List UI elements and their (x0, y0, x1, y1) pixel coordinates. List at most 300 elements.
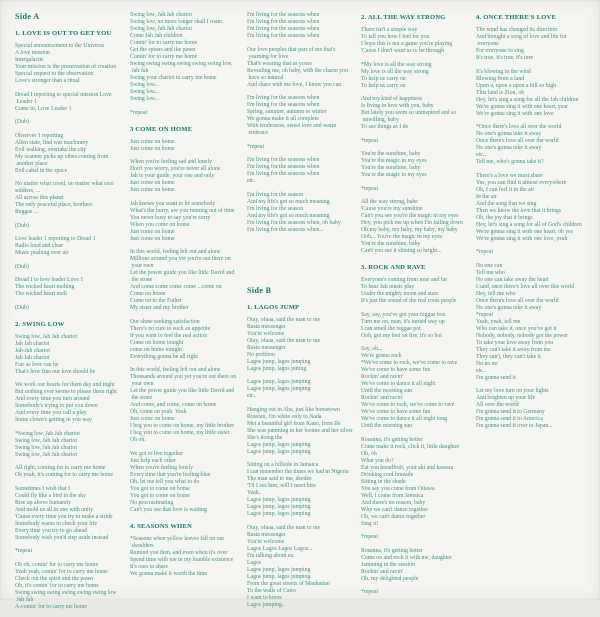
lyric-line: *repeat (15, 548, 33, 554)
lyric-line: etc.. (476, 367, 486, 374)
lyric-line: We're gonna sing it with one love, yeah (476, 235, 568, 242)
lyric-line: That's how fine our love should be (15, 368, 96, 375)
stanza (361, 62, 477, 90)
lyric-line: Ooh... You're the magic in my eyes (361, 234, 443, 240)
lyric-line: unwilling, baby (361, 117, 399, 123)
lyric-line: We've come to rock, we've come to rave (361, 402, 455, 408)
lyric-line: *repeat (247, 143, 265, 150)
lyric-line: Just come on home (130, 138, 175, 145)
lyric-line: The man said to me, deedee (247, 476, 312, 482)
stanza (361, 277, 477, 305)
lyric-line: Millions around you yet you're out there on (130, 256, 231, 262)
lyric-line: Spring, summer, autumn or winter (247, 109, 327, 115)
lyric-line: Oh, I can feel it in the air (476, 186, 535, 193)
lyric-line: Love's stronger than a ritual (15, 78, 80, 84)
lyric-line: That's wearing that as yours (247, 60, 312, 67)
lyric-line: No one can (476, 262, 503, 269)
lyric-line: Hey, let's sing a song for all the Jah children (476, 96, 579, 103)
lyric-line: A love mission (15, 50, 50, 56)
lyric-line: the stone (130, 277, 153, 283)
lyric-line: Under the mighty moon and stars (361, 291, 439, 297)
lyric-line: They can't, they can't take it (476, 353, 541, 360)
lyric-line: Blowing from a land (476, 75, 525, 82)
lyric-line: But lately you seem so uninspired and so (361, 110, 457, 116)
lyric-line: My scanner picks up vibes coming from (15, 153, 109, 160)
lyric-line: Until the morning sun (361, 388, 413, 394)
lyric-line: Alien state, find war machinery (15, 139, 89, 146)
lyric-line: To help us carry on (361, 82, 406, 89)
stanza (361, 186, 477, 193)
lyric-line: Lagos jump, lagos jumping (247, 573, 311, 580)
lyric-line: My sister and my brother (130, 305, 189, 311)
lyric-line: your own (130, 263, 154, 269)
lyric-line: Remind you then, and even when it's over (130, 549, 228, 556)
lyric-line: Jah Jah chariot (15, 340, 50, 347)
lyric-line: Dread I reporting to special mission Love (15, 91, 112, 98)
lyric-line: I hope this is not a game you're playing (361, 41, 453, 47)
stanza (361, 534, 477, 541)
stanza (476, 249, 592, 256)
lyric-line: your own (130, 381, 154, 387)
lyric-line: Yeah, yeah, tell me (476, 318, 521, 325)
lyric-line: Don't you worry, you're never all alone (130, 166, 221, 172)
lyric-line: Could fly like a bird in the sky (15, 492, 87, 499)
lyric-line: They can't take it away from me (476, 346, 551, 353)
lyric-line: What's the hurry, are you running out of time (130, 207, 235, 214)
lyric-line: And my life's got so much meaning (247, 198, 330, 205)
lyric-line: The only peaceful place, brothers (15, 202, 93, 208)
lyric-line: Come Jah Jah children (130, 33, 183, 39)
lyric-line: Lagos jump, lagos jumping (247, 511, 311, 517)
stanza (15, 486, 131, 542)
lyric-line: No problem (247, 351, 275, 358)
lyric-line: Reggae ... (15, 209, 39, 215)
lyric-line: Rise up above humanity (15, 499, 72, 506)
lyric-line: She's doing the (247, 434, 283, 441)
lyric-line: A-comin' for to carry me home (15, 603, 88, 610)
lyric-line: Evil walking, overtake the city (15, 146, 87, 153)
lyric-line: I'm living for the seasons when, oh baby (247, 219, 341, 226)
lyric-line: Let the power guide you like little David and (130, 388, 235, 394)
lyric-line: Come in, Love Leader 1 (15, 105, 72, 112)
lyric-line: Jah Jah (15, 596, 34, 603)
stanza (15, 264, 131, 271)
lyric-line: Oh, my delighted people (361, 575, 419, 582)
stanza (15, 305, 131, 312)
lyric-line: We got to live together (130, 450, 183, 457)
lyric-line: Jah Jah (130, 68, 149, 74)
lyric-line: And come, and come, come on home (130, 402, 217, 408)
lyric-line: Once there's love all over the world (476, 138, 559, 144)
lyric-line: I'm living for the seasons when (247, 19, 320, 25)
lyric-line: Hey, you pick me up when I'm falling down (361, 220, 463, 226)
side-label: Side B (247, 285, 272, 295)
stanza (130, 12, 246, 103)
stanza (476, 124, 592, 166)
lyric-line: Let my love turn on your lights (476, 388, 549, 394)
lyric-line: Check out the spirit and the pawn (15, 575, 93, 582)
lyric-line: Come on to the Father (130, 298, 182, 304)
lyric-line: I'm gonna send it (476, 374, 516, 381)
lyric-line: Rosanna, it's getting hotter (361, 547, 423, 554)
stanza (361, 151, 477, 179)
lyric-line: Oh, it's comin' for to carry me home (15, 582, 99, 589)
lyric-line: *repeat (476, 249, 494, 255)
lyric-line: I'm living for the seasons when (247, 12, 320, 18)
lyric-line: Swing low... (130, 96, 159, 102)
lyric-line: And come come come come ...come on (130, 284, 222, 290)
lyric-line: From the great streets of Manhattan (247, 580, 330, 587)
lyric-line: Rockin' and ravin' (361, 568, 404, 575)
lyrics-column (15, 0, 131, 617)
lyric-line: To take your love away from you (476, 339, 554, 346)
lyric-line: Just come on home (130, 145, 175, 152)
lyric-line: Oh, we can't dance together (361, 513, 426, 520)
stanza (476, 388, 592, 430)
lyric-line: etc.. (247, 178, 257, 184)
lyric-line: To tell you how I feel for you (361, 34, 430, 40)
lyric-line: Hey, tell me who (476, 290, 516, 297)
lyric-line: Upon a, upon a upon a hill so high (476, 82, 557, 89)
lyric-line: In this world, feeling left out and alone (130, 367, 221, 373)
stanza (476, 27, 592, 62)
lyric-line: In this world, feeling left out and alone (130, 249, 221, 255)
lyric-line: Swing swing swing swing swing swing low (15, 589, 117, 596)
lyric-line: I'm gonna send it to America (476, 416, 543, 422)
lyric-line: I'm living for the season (247, 205, 304, 212)
lyric-line: Oh, let me tell you what to do (130, 478, 200, 485)
lyric-line: Special announcement to the Universe (15, 43, 105, 49)
lyric-line: Rasta messenger (247, 323, 286, 330)
lyric-line: Drinking cool limeade (361, 471, 414, 478)
lyric-line: (Dub) (15, 263, 29, 270)
stanza (15, 92, 131, 113)
stanza (15, 43, 131, 85)
lyric-line: All over the world (476, 402, 519, 408)
lyric-line: I want to know (247, 594, 282, 601)
lyric-line: Yeah.. (247, 490, 262, 496)
lyric-line: yearning for love (247, 53, 289, 60)
lyric-line: Every time you try to go ahead (15, 527, 87, 534)
lyric-line: 'Cause I don't want us to be through (361, 48, 445, 54)
lyric-line: everyone (476, 41, 499, 47)
lyric-line: Jah-Jah chariot (15, 347, 50, 354)
stanza (247, 525, 363, 609)
lyric-line: It's blowing in the wind (476, 68, 531, 75)
lyric-line: We're gonna sing it with one heart, year (476, 103, 569, 110)
lyric-line: *Swing low, Jah Jah chariot (15, 430, 80, 437)
lyric-line: I'm talking about us. (247, 552, 295, 559)
lyric-line: No one's gonna take it away (476, 304, 542, 311)
lyric-line: This land is Zion, oh (476, 89, 525, 96)
lyric-line: I'm living for the seasons when (247, 95, 320, 101)
lyric-line: No no no (476, 360, 498, 367)
lyric-line: Come make it rock, click it, little daughter (361, 443, 460, 450)
song-title: 1. LAGOS JUMP (247, 303, 300, 311)
lyric-line: Everyone's coming from near and far (361, 277, 448, 283)
lyric-line: And mold us all in one with unity (15, 506, 94, 513)
lyric-line: To see things as I do (361, 124, 409, 130)
lyric-line: Otay, ofaaa, said the man to me (247, 524, 321, 531)
lyric-line: Rasta messenger (247, 531, 286, 538)
lyric-line: We've come to dance it all night (361, 381, 436, 387)
lyric-line: No one's gonna take it away (476, 131, 542, 137)
lyric-line: Get the spears and the pawn (130, 47, 196, 53)
lyric-line: It's ours to share (130, 563, 168, 570)
stanza (130, 139, 246, 153)
lyric-line: You got to come on home (130, 492, 190, 499)
lyric-line: She was jamming in her bootee and her silver (247, 427, 353, 434)
lyric-line: I'm living for the seasons when (247, 33, 320, 39)
lyric-line: Jah is your guide, your one and only (130, 173, 215, 179)
lyric-line: Oh my baby, my baby, my baby, my baby (361, 227, 458, 233)
stanza (247, 47, 363, 89)
lyric-line: All across this planet (15, 195, 64, 201)
lyric-line: Then we know the love that it brings (476, 207, 562, 214)
lyric-line: Ooh, got my feet on fire, it's so hot (361, 332, 442, 339)
lyric-line: Radio loud and clear (15, 243, 64, 249)
lyric-line: No one can take away the heart (476, 276, 549, 283)
lyric-line: Spend time with me in my humble existence (130, 556, 234, 563)
lyric-line: Oh, the joy that it brings (476, 214, 533, 221)
lyric-line: Is living in love with you, baby (361, 103, 434, 109)
lyric-line: Just come on home (130, 228, 175, 235)
stanza (15, 548, 131, 555)
lyric-line: Some clown's getting in you way (15, 417, 92, 423)
lyric-line: Say, oh... (361, 346, 383, 352)
lyric-line: What you do? (361, 457, 394, 464)
lyric-line: Once there's love all over the world (476, 297, 559, 304)
lyric-line: Rockin' and ravin' (361, 374, 404, 380)
lyric-line: We're gonna sing it with one heart, oh yes (476, 228, 574, 235)
lyric-line: There's a love we must share (476, 172, 543, 179)
lyric-line: But nothing ever seems to please them right (15, 389, 117, 395)
lyric-line: etc.. (247, 393, 257, 399)
lyric-line: We're gonna rock (361, 353, 402, 359)
lyric-line: We've come to dance it all night long (361, 416, 448, 422)
lyric-line: Can't you see it shining so bright... (361, 248, 442, 254)
song-title: 1. LOVE IS OUT TO GET YOU (15, 30, 112, 37)
lyric-line: *repeat (361, 185, 379, 192)
lyric-line: I'm living for the season (247, 191, 304, 198)
lyric-line: Who can take it, once you've got it (476, 325, 557, 332)
lyric-line: No procrastinating (130, 499, 174, 506)
lyric-line: Swing low, Jah Jah chariot (15, 333, 77, 340)
lyric-line: Just come on home (130, 187, 175, 193)
song-title: 4. ONCE THERE'S LOVE (476, 14, 557, 21)
lyric-line: You never busy to say you're sorry (130, 214, 211, 221)
lyric-line: Swing swing swing swing swing swing low, (130, 61, 233, 67)
lyric-line: Rosanna, it's getting hotter (361, 436, 423, 443)
lyric-line: Yeah yeah, comin' for to carry me home (15, 568, 108, 575)
stanza (476, 263, 592, 382)
lyric-line: I beg you to come on home, my little brother (130, 423, 234, 429)
lyric-line: With tenderness, sweet love and warm (247, 123, 337, 129)
stanza (15, 223, 131, 230)
lyric-line: We work our hearts for them day and night (15, 382, 115, 388)
lyric-line: Lagos jump, lagos jumping (247, 358, 311, 365)
lyric-line: Intergalactic (15, 57, 44, 63)
stanza (361, 346, 477, 430)
lyric-line: Swing low, Jah Jah chariot (15, 451, 77, 458)
lyric-line: soldiers, ... (15, 188, 41, 194)
lyric-line: Special request to the observation (15, 71, 94, 77)
lyric-line: Lagos jump, lagos jumping (247, 497, 311, 503)
lyric-line: For everyone to sing (476, 48, 524, 54)
lyric-line: Somebody's trying to put you down (15, 403, 98, 409)
lyric-line: shoulders (130, 542, 154, 549)
lyric-line: Swing low... (130, 89, 159, 95)
lyric-line: You say you come from Ottawa (361, 485, 435, 492)
stanza (15, 119, 131, 126)
lyric-line: Your mission is the preservation of creation (15, 64, 117, 70)
lyric-line: Rasta messenger (247, 344, 286, 351)
lyric-line: All right, coming for to carry me home (15, 465, 106, 471)
lyric-line: (Dub) (15, 304, 29, 311)
lyric-line: Lagos jump, lagos jumping (247, 386, 311, 392)
lyric-line: the stone (130, 395, 153, 401)
stanza (15, 562, 131, 611)
side-label: Side A (15, 12, 40, 21)
lyric-line: You're the sunshine, baby (361, 241, 421, 247)
song-title: 2. SWING LOW (15, 320, 65, 328)
stanza (361, 589, 477, 596)
stanza (361, 437, 477, 528)
stanza (247, 407, 363, 456)
lyric-line: If you want to feel the real action (130, 332, 208, 339)
lyric-line: Evil cabal in the space (15, 167, 68, 174)
lyric-line: Revealing me, oh baby, with the charm you (247, 67, 348, 74)
lyric-line: Oh, oh (361, 450, 377, 457)
lyric-line: Otay, ofaaa, said the man to me (247, 337, 321, 344)
lyric-line: *repeat (361, 137, 379, 144)
lyric-line: Otay, ofaaa, said the man to me (247, 316, 321, 323)
stanza (15, 382, 131, 424)
lyric-line: You're the magic in my eyes (361, 158, 427, 164)
lyric-line: Swing low, Jah Jah chariot (130, 26, 192, 32)
song-title: 3. ROCK AND RAVE (361, 264, 426, 271)
lyric-line: Turn me on, man, it's turned way up (361, 318, 445, 325)
lyric-line: And every time you turn around (15, 396, 90, 402)
stanza (361, 199, 477, 255)
lyric-line: Observer 1 reporting (15, 132, 64, 139)
stanza (130, 451, 246, 514)
stanza (247, 95, 363, 137)
lyric-line: And the song that we sing (476, 200, 537, 207)
lyric-line: You're welcome (247, 330, 285, 337)
lyric-line: I can remember the times we had in Nigeria (247, 469, 349, 475)
lyric-line: Swing low, Jah Jah chariot (15, 437, 77, 444)
lyric-line: (Dub) (15, 222, 29, 229)
lyric-line: Somebody wish you'd step aside instead (15, 534, 109, 541)
lyric-line: *We've come to rock, we've come to rave (361, 360, 458, 366)
lyric-line: And brought a song of love and life for (476, 34, 567, 40)
lyric-line: I'm living for the seasons when (247, 164, 320, 170)
lyric-line: Eat you breadfruit, your aki and kawara (361, 464, 454, 471)
lyric-line: another place (15, 160, 48, 167)
lyric-line: Let the power guide you like little David and (130, 270, 235, 276)
lyric-line: We gonna make it all complete (247, 116, 319, 122)
stanza (130, 319, 246, 361)
lyric-line: etc... (476, 152, 488, 158)
lyric-line: Everything gonna be all right (130, 353, 198, 360)
lyric-line: Why we can't dance together (361, 506, 429, 513)
lyric-line: Leader 1 (15, 98, 37, 105)
lyric-line: Hanging out in Aba, just like hometown (247, 406, 340, 413)
lyric-line: And my kind of happiness (361, 96, 423, 102)
lyric-line: Comin' for to carry me home (130, 40, 198, 46)
lyric-line: When you're feeling sad and lonely (130, 159, 213, 165)
lyric-line: Lagos jump, lagos jumping (247, 379, 311, 385)
lyric-line: Sometimes I wish that I (15, 485, 71, 492)
lyric-line: Swing low, Jah Jah chariot (130, 12, 192, 18)
lyrics-column (247, 0, 363, 615)
lyric-line: 'Cause you're my sunshine (361, 206, 423, 212)
lyric-line: Lagos Lagos Lagos Lagos... (247, 545, 313, 552)
lyric-line: No matter what creed, no matter what race (15, 181, 114, 187)
lyric-line: Oh oh, comin' for to carry me home (15, 561, 99, 568)
lyric-line: Our love peoples that part of me that's (247, 46, 336, 53)
lyric-line: embrace (247, 130, 269, 136)
lyric-line: All the way strong, babe (361, 199, 418, 205)
lyric-line: When you're feeling lonely (130, 464, 194, 471)
lyric-line: Come on home (130, 291, 166, 297)
lyric-line: *repeat (361, 534, 379, 540)
lyric-line: Lagos (247, 559, 262, 566)
lyric-line: *repeat (361, 589, 379, 595)
lyric-line: Music pushing over air (15, 250, 69, 256)
stanza (247, 12, 363, 40)
lyrics-column (361, 0, 477, 603)
lyric-line: And brighten up your life (476, 395, 536, 401)
stanza (130, 159, 246, 194)
lyric-line: Oh oh. (130, 437, 146, 443)
lyric-line: Russian, I'm white only to Nada (247, 413, 322, 420)
lyric-line: Jah knows you want to be somebody (130, 200, 216, 207)
stanza (15, 277, 131, 298)
lyric-line: I'm gonna send it over to Japan... (476, 423, 553, 429)
lyric-line: *repeat (130, 109, 148, 116)
lyrics-column (476, 0, 592, 437)
lyric-line: You're the magic in my eyes (361, 172, 427, 178)
lyric-line: Sing it! (361, 520, 379, 527)
lyric-line: I can smell the reggae pot (361, 325, 421, 332)
stanza (130, 536, 246, 578)
lyric-line: Sitting in the shade (361, 478, 406, 485)
lyric-line: I beg you to come on home, my little sister (130, 430, 230, 436)
lyric-line: *My love is all the way strong (361, 61, 432, 68)
lyric-line: I'm living for the seasons when (247, 26, 320, 32)
lyric-line: 'Cause every time you try to make a stride (15, 513, 113, 520)
lyric-line: When you come on home (130, 221, 190, 228)
lyric-line: We've come to have some fun (361, 367, 431, 373)
lyric-line: Lagos jump, lagos jumping (247, 504, 311, 510)
stanza (476, 173, 592, 243)
lyric-line: Nobody, nobody, nobody got the power (476, 332, 568, 339)
lyric-line: There isn't a simple way (361, 27, 418, 33)
stanza (15, 431, 131, 459)
lyric-line: Well, I come from Jamaica (361, 492, 424, 499)
song-title: 3 COME ON HOME (130, 125, 193, 133)
lyric-line: No one's gonna take it away (476, 145, 542, 151)
lyric-line: It's true, it's true, it's ture (476, 55, 534, 61)
lyric-line: To hear Jah music play (361, 284, 415, 290)
lyric-line: Our shine seeking satisfaction (130, 318, 200, 325)
lyric-line: Just come on home (130, 180, 175, 186)
lyric-line: And my life's got so much meaning (247, 212, 330, 219)
lyric-line: Lagos jumping.. (247, 601, 285, 608)
stanza (247, 379, 363, 400)
